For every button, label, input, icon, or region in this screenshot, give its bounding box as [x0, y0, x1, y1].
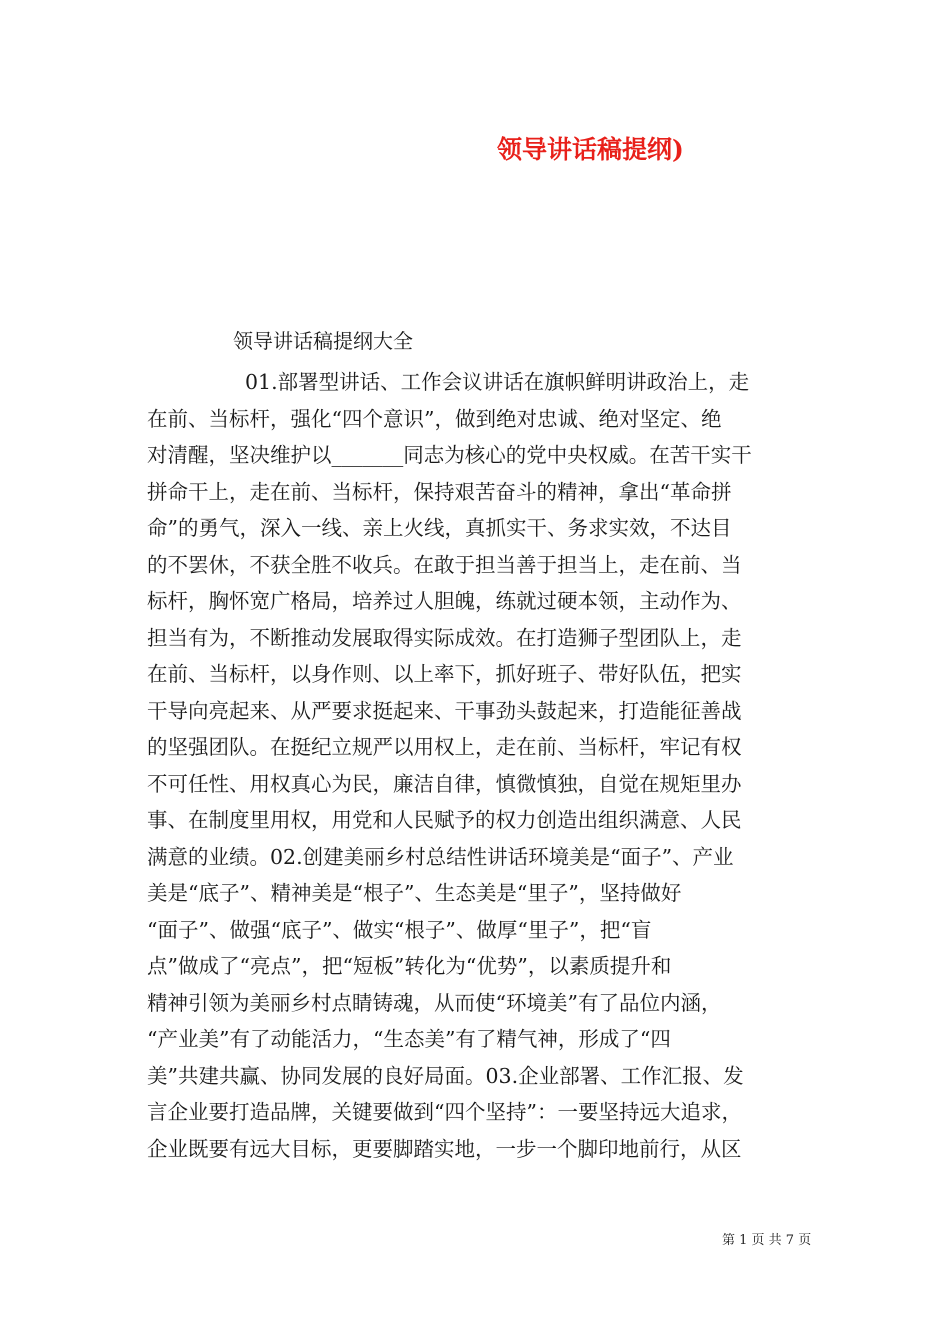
body-line: 的不罢休，不获全胜不收兵。在敢于担当善于担当上，走在前、当	[147, 552, 742, 577]
body-line: 对清醒，坚决维护以_______同志为核心的党中央权威。在苦干实干	[147, 443, 752, 467]
body-line: 在前、当标杆，强化“四个意识”，做到绝对忠诚、绝对坚定、绝	[147, 406, 722, 431]
body-line: 01.部署型讲话、工作会议讲话在旗帜鲜明讲政治上，走	[245, 370, 750, 394]
body-line: 美”共建共赢、协同发展的良好局面。03.企业部署、工作汇报、发	[147, 1063, 744, 1088]
body-line: 言企业要打造品牌，关键要做到“四个坚持”：一要坚持远大追求，	[147, 1100, 742, 1124]
page-footer: 第 1 页 共 7 页	[722, 1233, 812, 1248]
body-line: 在前、当标杆，以身作则、以上率下，抓好班子、带好队伍，把实	[147, 662, 742, 686]
document-subtitle: 领导讲话稿提纲大全	[233, 329, 413, 353]
body-line: 拼命干上，走在前、当标杆，保持艰苦奋斗的精神，拿出“革命拼	[147, 479, 732, 504]
body-line: 美是“底子”、精神美是“根子”、生态美是“里子”，坚持做好	[147, 881, 682, 905]
body-line: 干导向亮起来、从严要求挺起来、干事劲头鼓起来，打造能征善战	[147, 698, 742, 723]
body-line: 标杆，胸怀宽广格局，培养过人胆魄，练就过硬本领，主动作为、	[147, 589, 742, 613]
body-line: “面子”、做强“底子”、做实“根子”、做厚“里子”，把“盲	[147, 917, 652, 942]
body-line: 的坚强团队。在挺纪立规严以用权上，走在前、当标杆，牢记有权	[147, 735, 742, 759]
body-line: 不可任性、用权真心为民，廉洁自律，慎微慎独，自觉在规矩里办	[147, 771, 742, 796]
body-line: 企业既要有远大目标，更要脚踏实地，一步一个脚印地前行，从区	[147, 1136, 742, 1161]
body-line: 点”做成了“亮点”，把“短板”转化为“优势”，以素质提升和	[147, 954, 672, 978]
body-line: 命”的勇气，深入一线、亲上火线，真抓实干、务求实效，不达目	[147, 516, 732, 540]
body-line: 事、在制度里用权，用党和人民赋予的权力创造出组织满意、人民	[147, 808, 742, 832]
body-line: “产业美”有了动能活力，“生态美”有了精气神，形成了“四	[147, 1027, 671, 1051]
body-text	[147, 364, 807, 1167]
body-line: 满意的业绩。02.创建美丽乡村总结性讲话环境美是“面子”、产业	[147, 844, 734, 869]
document-title: 领导讲话稿提纲)	[497, 135, 684, 164]
body-line: 精神引领为美丽乡村点睛铸魂，从而使“环境美”有了品位内涵，	[147, 990, 722, 1015]
body-line: 担当有为，不断推动发展取得实际成效。在打造狮子型团队上，走	[147, 625, 742, 650]
